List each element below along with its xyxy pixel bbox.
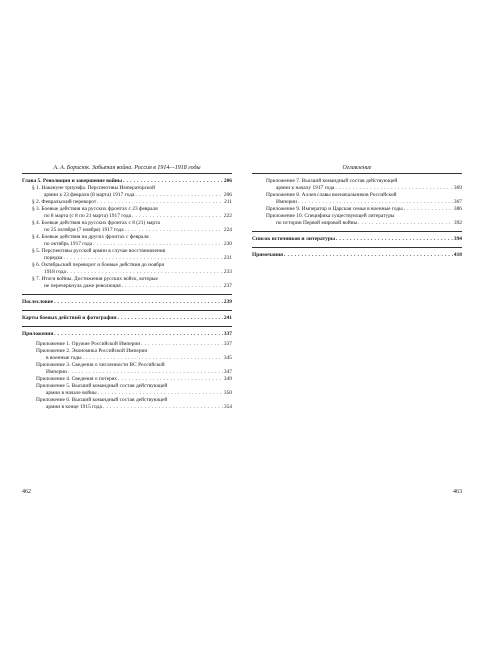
- toc-appendix-1: Приложение 1. Оружие Российской Империи . . . 337: [22, 341, 232, 348]
- toc-appendix-10: Приложение 10. Специфика существующей литературы по истории Первой мировой войны . . . 392: [252, 213, 462, 227]
- divider: [22, 294, 232, 295]
- right-page: [252, 165, 462, 495]
- toc-section-6: § 6. Октябрьский переворот и боевые действия до ноября 1918 года . . . 233: [22, 262, 232, 276]
- toc-sources: Список источников и литературы . . . 394: [252, 236, 462, 243]
- page-number-left: 462: [22, 489, 31, 495]
- toc-section-4a: § 4. Боевые действия на русских фронтах с 8 (21) марта по 25 октября (7 ноября) 1917 года . . . 224: [22, 220, 232, 234]
- running-head-left: А. А. Борисюк. Забытая война. Россия в 1914—1918 годы: [22, 165, 232, 174]
- left-page: [22, 165, 232, 495]
- toc-section-1: § 1. Накануне триумфа. Перспективы Императорской армии к 23 февраля (8 марта) 1917 года . . . 206: [22, 185, 232, 199]
- toc-appendices: Приложения . . . 337: [22, 331, 232, 338]
- divider: [22, 310, 232, 311]
- divider: [252, 247, 462, 248]
- divider: [22, 326, 232, 327]
- toc-appendix-8: Приложение 8. Аллея славы военачальников Российской Империи . . . 367: [252, 192, 462, 206]
- toc-section-7: § 7. Итоги войны. Достижения русских войск, которые не перечеркнула даже революция . . . 237: [22, 276, 232, 290]
- toc-section-3: § 3. Боевые действия на русских фронтах с 23 февраля по 8 марта (с 8 по 21 марта) 1917 года . . . 222: [22, 206, 232, 220]
- page-number-right: 463: [453, 489, 462, 495]
- toc-appendix-2: Приложение 2. Экономика Российской Империи в военные годы . . . 345: [22, 348, 232, 362]
- running-head-right: Оглавление: [252, 165, 462, 174]
- toc-appendix-9: Приложение 9. Император и Царская семья в военные годы . . . 386: [252, 206, 462, 213]
- toc-section-2: § 2. Февральский переворот . . . 211: [22, 199, 232, 206]
- toc-section-4b: § 4. Боевые действия на других фронтах с февраля по октябрь 1917 года . . . 230: [22, 234, 232, 248]
- toc-maps: Карты боевых действий и фотографии . . . 241: [22, 315, 232, 322]
- toc-appendix-4: Приложение 4. Сведения о потерях . . . 349: [22, 376, 232, 383]
- toc-section-5: § 5. Перспективы русской армии в случае восстановления порядка . . . 231: [22, 248, 232, 262]
- toc-appendix-6: Приложение 6. Высший командный состав действующей армии в конце 1915 года . . . 354: [22, 397, 232, 411]
- toc-appendix-3: Приложение 3. Сведения о численности ВС Российской Империи . . . 347: [22, 362, 232, 376]
- toc-left: [22, 178, 232, 411]
- toc-afterword: Послесловие . . . 239: [22, 299, 232, 306]
- divider: [252, 231, 462, 232]
- toc-chapter-5: Глава 5. Революция и завершение войны . . . 206: [22, 178, 232, 185]
- toc-right: [252, 178, 462, 259]
- toc-notes: Примечания . . . 418: [252, 252, 462, 259]
- toc-appendix-5: Приложение 5. Высший командный состав действующей армии в начале войны . . . 350: [22, 383, 232, 397]
- toc-appendix-7: Приложение 7. Высший командный состав действующей армии к началу 1917 года . . . 369: [252, 178, 462, 192]
